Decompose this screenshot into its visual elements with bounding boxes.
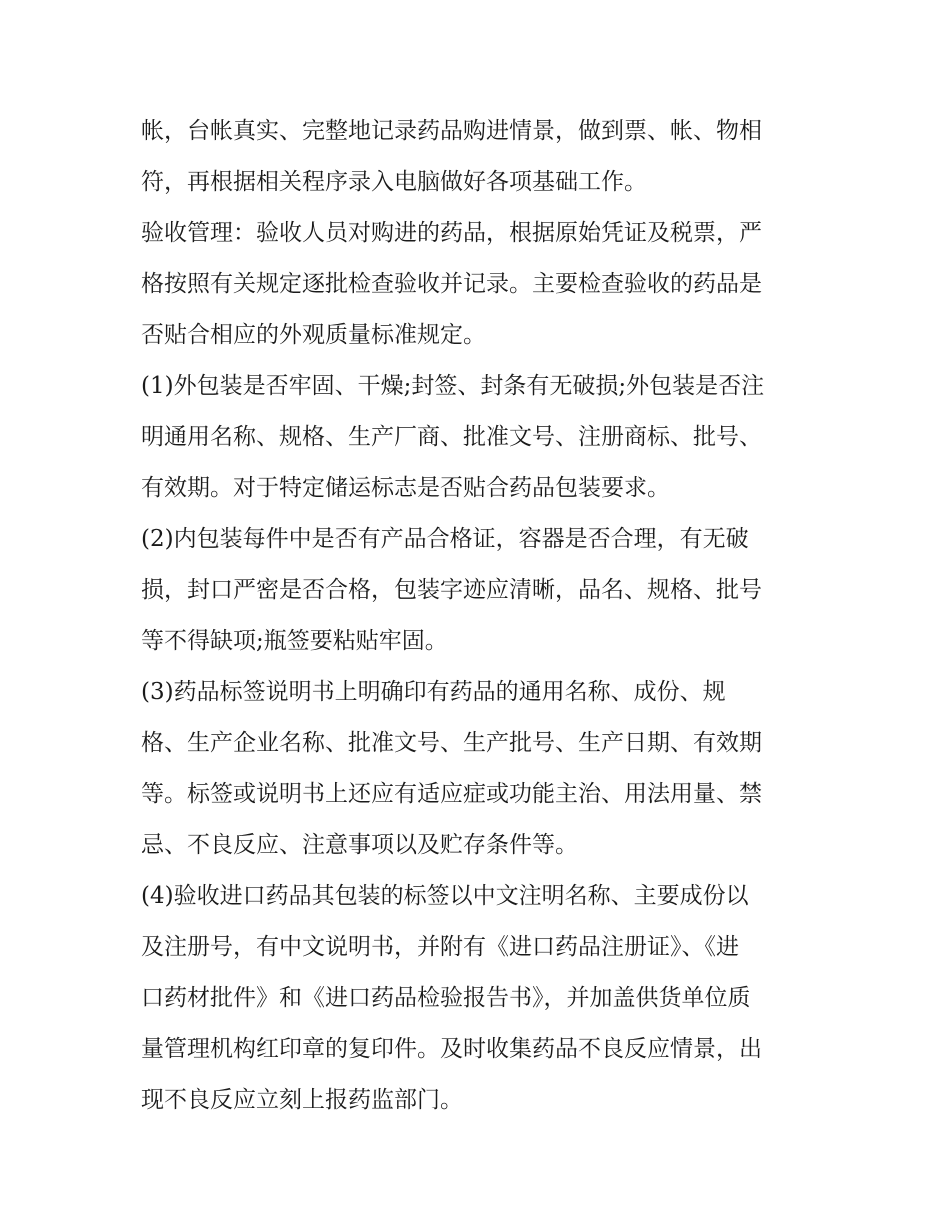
text-line: 量管理机构红印章的复印件。及时收集药品不良反应情景，出 <box>141 1036 762 1062</box>
text-line: (1)外包装是否牢固、干燥;封签、封条有无破损;外包装是否注 <box>141 373 765 399</box>
text-line: (4)验收进口药品其包装的标签以中文注明名称、主要成份以 <box>141 883 749 909</box>
text-line: 明通用名称、规格、生产厂商、批准文号、注册商标、批号、 <box>141 424 762 450</box>
text-line: 口药材批件》和《进口药品检验报告书》，并加盖供货单位质 <box>141 985 751 1011</box>
text-line: 等不得缺项;瓶签要粘贴牢固。 <box>141 628 448 654</box>
text-line: 验收管理：验收人员对购进的药品，根据原始凭证及税票，严 <box>141 220 762 246</box>
text-line: 及注册号，有中文说明书，并附有《进口药品注册证》、《进 <box>141 934 739 960</box>
text-line: 现不良反应立刻上报药监部门。 <box>141 1087 463 1113</box>
text-line: 等。标签或说明书上还应有适应症或功能主治、用法用量、禁 <box>141 781 762 807</box>
text-line: (2)内包装每件中是否有产品合格证，容器是否合理，有无破 <box>141 526 749 552</box>
text-line: 损，封口严密是否合格，包装字迹应清晰，品名、规格、批号 <box>141 577 762 603</box>
text-line: 格、生产企业名称、批准文号、生产批号、生产日期、有效期 <box>141 730 762 756</box>
text-line: (3)药品标签说明书上明确印有药品的通用名称、成份、规 <box>141 679 726 705</box>
text-line: 帐，台帐真实、完整地记录药品购进情景，做到票、帐、物相 <box>141 118 762 144</box>
text-line: 否贴合相应的外观质量标准规定。 <box>141 322 486 348</box>
document-body <box>141 106 813 1126</box>
text-line: 有效期。对于特定储运标志是否贴合药品包装要求。 <box>141 475 670 501</box>
text-line: 符，再根据相关程序录入电脑做好各项基础工作。 <box>141 169 647 195</box>
text-line: 忌、不良反应、注意事项以及贮存条件等。 <box>141 832 578 858</box>
text-line: 格按照有关规定逐批检查验收并记录。主要检查验收的药品是 <box>141 271 762 297</box>
